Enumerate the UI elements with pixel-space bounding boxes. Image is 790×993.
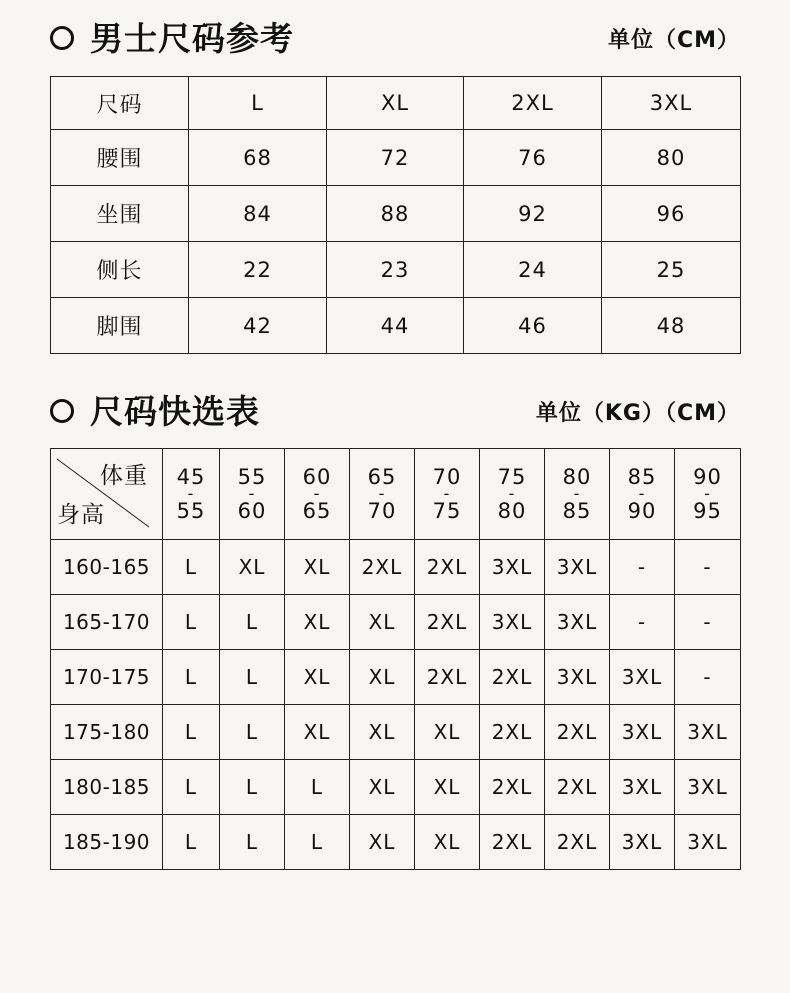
weight-from: 75 [497,465,527,489]
table-cell: 88 [327,186,464,242]
size-cell: 3XL [610,815,675,870]
size-reference-title: 男士尺码参考 [90,19,294,58]
weight-from: 60 [302,465,332,489]
weight-range-cell [163,449,220,540]
weight-from: 80 [562,465,592,489]
range-separator: - [704,484,711,503]
size-cell: L [163,705,220,760]
size-cell: 3XL [675,760,741,815]
size-cell: 3XL [545,540,610,595]
weight-from: 45 [176,465,206,489]
table-cell: 80 [602,130,741,186]
range-separator: - [573,484,581,503]
row-label: 侧长 [51,242,189,298]
weight-range-cell [545,449,610,540]
size-cell: L [285,815,350,870]
size-cell: - [675,595,741,650]
header-cell: L [189,77,327,130]
range-separator: - [508,484,516,503]
size-reference-unit: 单位（CM） [607,28,740,53]
height-range-label: 165-170 [51,595,163,650]
size-reference-header [50,20,740,60]
height-range-label: 170-175 [51,650,163,705]
weight-header-row [51,449,741,540]
size-cell: XL [220,540,285,595]
weight-to: 75 [432,499,462,523]
table-row [51,242,741,298]
range-separator: - [248,484,256,503]
size-cell: 2XL [545,815,610,870]
size-cell: - [610,540,675,595]
size-cell: XL [415,705,480,760]
size-cell: 3XL [610,760,675,815]
size-cell: XL [285,705,350,760]
size-cell: L [163,595,220,650]
size-cell: 2XL [415,540,480,595]
range-separator: - [638,484,646,503]
weight-to: 90 [627,499,657,523]
size-cell: XL [350,760,415,815]
table-row [51,298,741,354]
table-row [51,815,741,870]
table-cell: 44 [327,298,464,354]
table-row [51,186,741,242]
size-cell: 3XL [675,705,741,760]
height-range-label: 175-180 [51,705,163,760]
table-cell: 24 [464,242,602,298]
table-cell: 22 [189,242,327,298]
size-cell: L [285,760,350,815]
table-row [51,595,741,650]
weight-range-cell [480,449,545,540]
table-cell: 23 [327,242,464,298]
size-cell: L [163,760,220,815]
quick-size-header [50,393,740,433]
weight-to: 55 [176,499,206,523]
size-cell: 3XL [480,595,545,650]
size-cell: - [675,650,741,705]
size-cell: XL [415,815,480,870]
size-cell: 2XL [545,705,610,760]
size-reference-table [50,76,741,354]
weight-range-cell [285,449,350,540]
weight-from: 90 [693,465,722,489]
size-cell: 2XL [480,760,545,815]
range-separator: - [313,484,321,503]
weight-range-cell [415,449,480,540]
size-cell: XL [350,595,415,650]
height-range-label: 160-165 [51,540,163,595]
size-cell: L [220,815,285,870]
table-cell: 25 [602,242,741,298]
size-cell: L [220,595,285,650]
size-cell: 2XL [415,595,480,650]
weight-range-cell [220,449,285,540]
size-cell: 2XL [415,650,480,705]
quick-size-title: 尺码快选表 [90,392,260,431]
size-cell: L [220,705,285,760]
size-cell: 3XL [610,705,675,760]
table-cell: 96 [602,186,741,242]
size-cell: 2XL [480,650,545,705]
size-cell: XL [285,540,350,595]
weight-from: 65 [367,465,397,489]
table-cell: 68 [189,130,327,186]
table-row [51,540,741,595]
size-cell: L [220,650,285,705]
height-range-label: 185-190 [51,815,163,870]
row-label: 腰围 [51,130,189,186]
table-cell: 84 [189,186,327,242]
quick-size-unit: 单位（KG）（CM） [535,401,740,426]
table-row [51,130,741,186]
circle-icon [50,26,74,50]
quick-size-table [50,448,741,870]
size-cell: 2XL [480,705,545,760]
size-cell: 2XL [350,540,415,595]
table-cell: 72 [327,130,464,186]
table-cell: 42 [189,298,327,354]
table-cell: 48 [602,298,741,354]
weight-axis-label: 体重 [100,463,148,489]
size-cell: 3XL [545,650,610,705]
size-cell: XL [350,650,415,705]
weight-range-cell [350,449,415,540]
weight-to: 80 [497,499,527,523]
weight-to: 65 [302,499,332,523]
size-cell: L [220,760,285,815]
size-cell: L [163,815,220,870]
weight-to: 85 [562,499,592,523]
table-cell: 76 [464,130,602,186]
row-label: 坐围 [51,186,189,242]
size-cell: L [163,540,220,595]
weight-from: 70 [432,465,462,489]
size-cell: XL [415,760,480,815]
range-separator: - [378,484,386,503]
header-cell: 2XL [464,77,602,130]
size-cell: - [610,595,675,650]
weight-to: 95 [693,499,722,523]
height-axis-label: 身高 [57,502,105,528]
circle-icon [50,399,74,423]
header-cell: XL [327,77,464,130]
header-cell: 尺码 [51,77,189,130]
size-cell: XL [285,595,350,650]
weight-from: 85 [627,465,657,489]
size-cell: 2XL [480,815,545,870]
height-range-label: 180-185 [51,760,163,815]
table-row [51,760,741,815]
weight-range-cell [610,449,675,540]
table-row [51,705,741,760]
size-cell: 3XL [610,650,675,705]
size-cell: L [163,650,220,705]
weight-to: 70 [367,499,397,523]
size-cell: 3XL [480,540,545,595]
size-cell: 2XL [545,760,610,815]
size-cell: - [675,540,741,595]
size-header-row [51,77,741,130]
range-separator: - [443,484,451,503]
corner-cell [51,449,163,540]
weight-from: 55 [237,465,267,489]
weight-to: 60 [237,499,267,523]
size-cell: XL [350,705,415,760]
table-cell: 46 [464,298,602,354]
weight-range-cell [675,449,741,540]
row-label: 脚围 [51,298,189,354]
table-row [51,650,741,705]
size-cell: XL [350,815,415,870]
table-cell: 92 [464,186,602,242]
range-separator: - [187,484,195,503]
size-cell: XL [285,650,350,705]
header-cell: 3XL [602,77,741,130]
size-cell: 3XL [675,815,741,870]
size-cell: 3XL [545,595,610,650]
